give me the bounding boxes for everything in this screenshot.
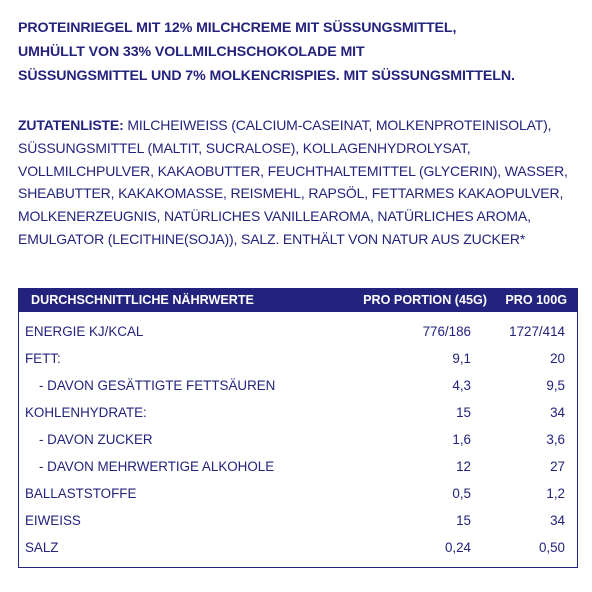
- per100-value: 1,2: [546, 486, 565, 501]
- ingredients-line: SÜSSUNGSMITTEL (MALTIT, SUCRALOSE), KOLLAGENHYDROLYSAT,: [18, 139, 471, 156]
- per100-value: 27: [550, 459, 565, 474]
- nutrient-label: EIWEISS: [25, 513, 81, 528]
- headline-line: UMHÜLLT VON 33% VOLLMILCHSCHOKOLADE MIT: [18, 44, 365, 60]
- table-row: [19, 399, 577, 426]
- header-per100: PRO 100G: [505, 293, 567, 307]
- ingredients-line: MOLKENERZEUGNIS, NATÜRLICHES VANILLEAROMA, NATÜRLICHES AROMA,: [18, 208, 531, 225]
- per100-value: 34: [550, 513, 565, 528]
- header-portion: PRO PORTION (45G): [363, 293, 487, 307]
- per100-value: 3,6: [546, 432, 565, 447]
- per100-value: 34: [550, 405, 565, 420]
- nutrition-table-header: [19, 289, 577, 312]
- portion-value: 15: [456, 405, 471, 420]
- ingredients-list: [18, 114, 578, 251]
- nutrient-label: ENERGIE KJ/KCAL: [25, 324, 144, 339]
- per100-value: 1727/414: [509, 324, 565, 339]
- per100-value: 9,5: [546, 378, 565, 393]
- nutrient-label: FETT:: [25, 351, 61, 366]
- table-row: [19, 345, 577, 372]
- portion-value: 9,1: [452, 351, 471, 366]
- ingredients-label: ZUTATENLISTE:: [18, 117, 124, 133]
- nutrition-table: [18, 288, 578, 568]
- portion-value: 0,5: [452, 486, 471, 501]
- portion-value: 15: [456, 513, 471, 528]
- ingredients-line: VOLLMILCHPULVER, KAKAOBUTTER, FEUCHTHALTEMITTEL (GLYCERIN), WASSER,: [18, 162, 568, 179]
- table-row: [19, 318, 577, 345]
- table-row: [19, 480, 577, 507]
- ingredients-line: [18, 114, 578, 137]
- nutrient-label: - DAVON MEHRWERTIGE ALKOHOLE: [39, 459, 275, 474]
- table-row: [19, 534, 577, 561]
- portion-value: 776/186: [422, 324, 471, 339]
- headline-line: PROTEINRIEGEL MIT 12% MILCHCREME MIT SÜSSUNGSMITTEL,: [18, 20, 457, 36]
- table-row: [19, 507, 577, 534]
- table-row: [19, 426, 577, 453]
- table-row: [19, 372, 577, 399]
- per100-value: 0,50: [538, 540, 565, 555]
- portion-value: 12: [456, 459, 471, 474]
- ingredients-line: SHEABUTTER, KAKAKOMASSE, REISMEHL, RAPSÖL, FETTARMES KAKAOPULVER,: [18, 185, 564, 202]
- product-headline: [18, 16, 578, 88]
- headline-line: SÜSSUNGSMITTEL UND 7% MOLKENCRISPIES. MIT SÜSSUNGSMITTELN.: [18, 68, 515, 84]
- ingredients-text: MILCHEIWEISS (CALCIUM-CASEINAT, MOLKENPROTEINISOLAT),: [123, 117, 552, 133]
- portion-value: 0,24: [444, 540, 471, 555]
- ingredients-line: EMULGATOR (LECITHINE(SOJA)), SALZ. ENTHÄLT VON NATUR AUS ZUCKER*: [18, 230, 526, 247]
- nutrient-label: SALZ: [25, 540, 59, 555]
- nutrient-label: BALLASTSTOFFE: [25, 486, 137, 501]
- nutrient-label: KOHLENHYDRATE:: [25, 405, 147, 420]
- nutrient-label: - DAVON GESÄTTIGTE FETTSÄUREN: [39, 378, 276, 393]
- portion-value: 4,3: [452, 378, 471, 393]
- table-row: [19, 453, 577, 480]
- nutrient-label: - DAVON ZUCKER: [39, 432, 153, 447]
- header-label: DURCHSCHNITTLICHE NÄHRWERTE: [31, 293, 254, 307]
- per100-value: 20: [550, 351, 565, 366]
- portion-value: 1,6: [452, 432, 471, 447]
